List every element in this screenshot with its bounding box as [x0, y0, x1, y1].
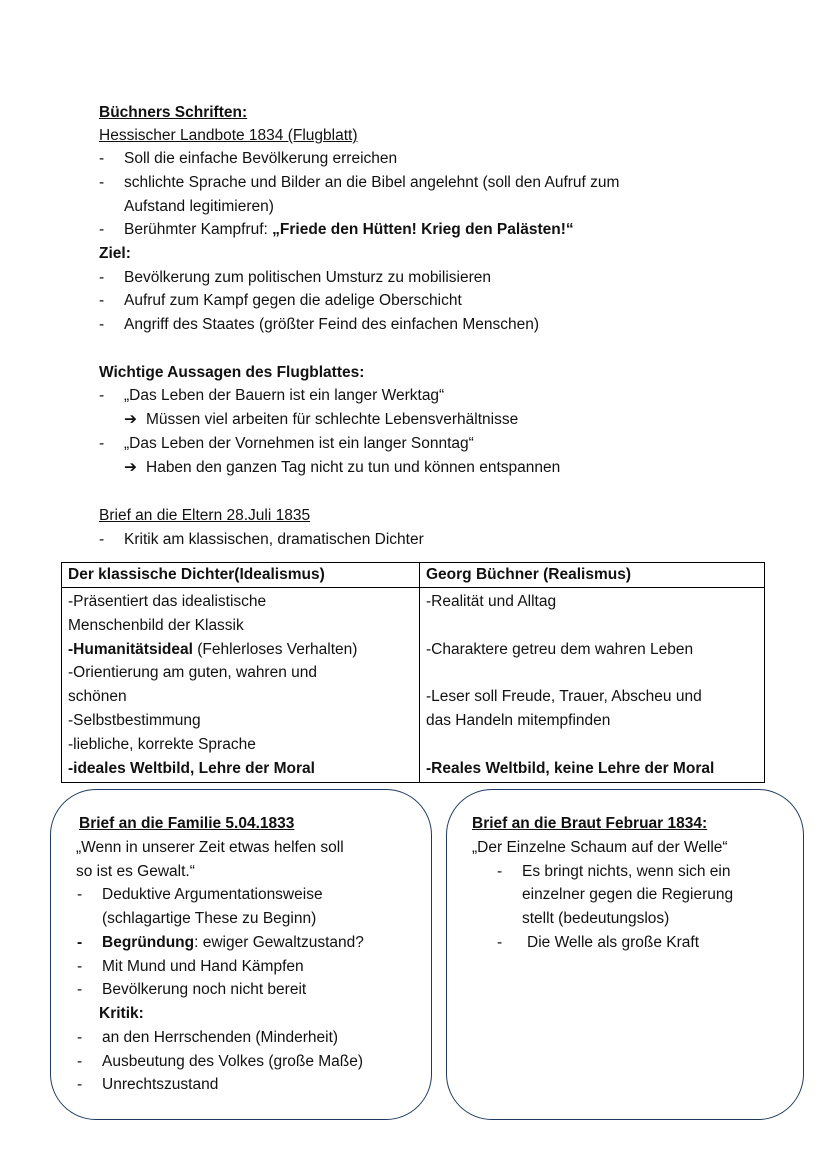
arrow-text: Haben den ganzen Tag nicht zu tun und können entspannen: [146, 459, 561, 476]
familie-item-continued: (schlagartige These zu Beginn): [102, 910, 317, 927]
table-header-realismus: Georg Büchner (Realismus): [420, 563, 765, 588]
arrow-text: Müssen viel arbeiten für schlechte Lebensverhältnisse: [146, 411, 519, 428]
braut-item-continued: stellt (bedeutungslos): [522, 910, 670, 927]
bullet-dash: -: [77, 958, 83, 975]
bullet-dash: -: [99, 221, 105, 238]
familie-item: Mit Mund und Hand Kämpfen: [102, 958, 304, 975]
bullet-dash: -: [77, 1076, 83, 1093]
bullet-dash: -: [497, 934, 503, 951]
familie-title: Brief an die Familie 5.04.1833: [79, 815, 295, 832]
cell-line: schönen: [68, 688, 127, 706]
cell-bold-term: -Humanitätsideal: [68, 640, 193, 658]
table-row: [62, 588, 765, 783]
list-item: schlichte Sprache und Bilder an die Bibel angelehnt (soll den Aufruf zum: [124, 174, 620, 191]
bullet-dash: -: [99, 292, 105, 309]
cell-spacer: [426, 614, 758, 638]
arrow-right-icon: ➔: [124, 459, 137, 476]
bullet-dash: -: [99, 435, 105, 452]
bullet-dash: -: [99, 174, 105, 191]
kampfruf-quote: „Friede den Hütten! Krieg den Palästen!“: [272, 221, 574, 238]
kampfruf-prefix: Berühmter Kampfruf:: [124, 221, 273, 238]
cell-line: das Handeln mitempfinden: [426, 711, 611, 729]
list-item-continued: Aufstand legitimieren): [124, 198, 274, 215]
kampfruf-item: [124, 220, 574, 240]
landbote-heading: Hessischer Landbote 1834 (Flugblatt): [99, 127, 358, 144]
table-cell-idealismus: [62, 588, 420, 783]
bullet-dash: -: [77, 1029, 83, 1046]
familie-item: Deduktive Argumentationsweise: [102, 886, 323, 903]
bullet-dash: -: [77, 886, 83, 903]
bullet-dash: -: [99, 269, 105, 286]
familie-item: [102, 933, 364, 953]
ziel-label: Ziel:: [99, 245, 131, 262]
table-header-row: [62, 563, 765, 588]
bullet-dash: -: [99, 316, 105, 333]
familie-bold-term: Begründung: [102, 934, 195, 951]
cell-term-note: (Fehlerloses Verhalten): [192, 640, 358, 658]
familie-item: Bevölkerung noch nicht bereit: [102, 981, 307, 998]
table-cell-realismus: [420, 588, 765, 783]
eltern-item: Kritik am klassischen, dramatischen Dichter: [124, 531, 424, 548]
braut-title: Brief an die Braut Februar 1834:: [472, 815, 708, 832]
quote-item: „Das Leben der Vornehmen ist ein langer Sonntag“: [124, 435, 474, 452]
familie-quote-continued: so ist es Gewalt.“: [76, 863, 195, 880]
quote-item: „Das Leben der Bauern ist ein langer Werktag“: [124, 387, 445, 404]
arrow-right-icon: ➔: [124, 411, 137, 428]
aussagen-title: Wichtige Aussagen des Flugblattes:: [99, 364, 365, 381]
kritik-item: Ausbeutung des Volkes (große Maße): [102, 1053, 364, 1070]
kritik-item: an den Herrschenden (Minderheit): [102, 1029, 339, 1046]
bullet-dash: -: [497, 863, 503, 880]
cell-line: -Leser soll Freude, Trauer, Abscheu und: [426, 688, 702, 706]
cell-line: -Charaktere getreu dem wahren Leben: [426, 640, 694, 658]
bullet-dash: -: [99, 387, 105, 404]
bullet-dash: -: [77, 934, 83, 951]
braut-quote: „Der Einzelne Schaum auf der Welle“: [472, 839, 728, 856]
cell-line: -ideales Weltbild, Lehre der Moral: [68, 759, 315, 777]
familie-term-note: : ewiger Gewaltzustand?: [194, 934, 364, 951]
cell-line: -liebliche, korrekte Sprache: [68, 735, 256, 753]
arrow-item: [124, 410, 518, 430]
arrow-item: [124, 458, 560, 478]
bullet-dash: -: [99, 150, 105, 167]
bullet-dash: -: [77, 981, 83, 998]
list-item: Soll die einfache Bevölkerung erreichen: [124, 150, 398, 167]
comparison-table: [61, 562, 765, 783]
cell-line: -Präsentiert das idealistische: [68, 593, 267, 610]
cell-line: -Reales Weltbild, keine Lehre der Moral: [426, 759, 715, 777]
braut-item-continued: einzelner gegen die Regierung: [522, 886, 734, 903]
kritik-label: Kritik:: [99, 1005, 144, 1022]
familie-quote: „Wenn in unserer Zeit etwas helfen soll: [76, 839, 344, 856]
ziel-item: Angriff des Staates (größter Feind des einfachen Menschen): [124, 316, 539, 333]
eltern-heading: Brief an die Eltern 28.Juli 1835: [99, 507, 311, 524]
cell-spacer: [426, 661, 758, 685]
kritik-item: Unrechtszustand: [102, 1076, 219, 1093]
braut-item: Die Welle als große Kraft: [527, 934, 699, 951]
cell-spacer: [426, 733, 758, 757]
cell-line: -Orientierung am guten, wahren und: [68, 664, 318, 682]
cell-line: Menschenbild der Klassik: [68, 616, 244, 634]
bullet-dash: -: [99, 531, 105, 548]
section-title: Büchners Schriften:: [99, 104, 248, 121]
bullet-dash: -: [77, 1053, 83, 1070]
braut-item: Es bringt nichts, wenn sich ein: [522, 863, 731, 880]
table-header-idealismus: Der klassische Dichter(Idealismus): [62, 563, 420, 588]
ziel-item: Aufruf zum Kampf gegen die adelige Oberschicht: [124, 292, 462, 309]
ziel-item: Bevölkerung zum politischen Umsturz zu mobilisieren: [124, 269, 491, 286]
cell-line: -Selbstbestimmung: [68, 711, 201, 729]
cell-line: -Realität und Alltag: [426, 593, 557, 610]
cell-line: [68, 638, 413, 662]
